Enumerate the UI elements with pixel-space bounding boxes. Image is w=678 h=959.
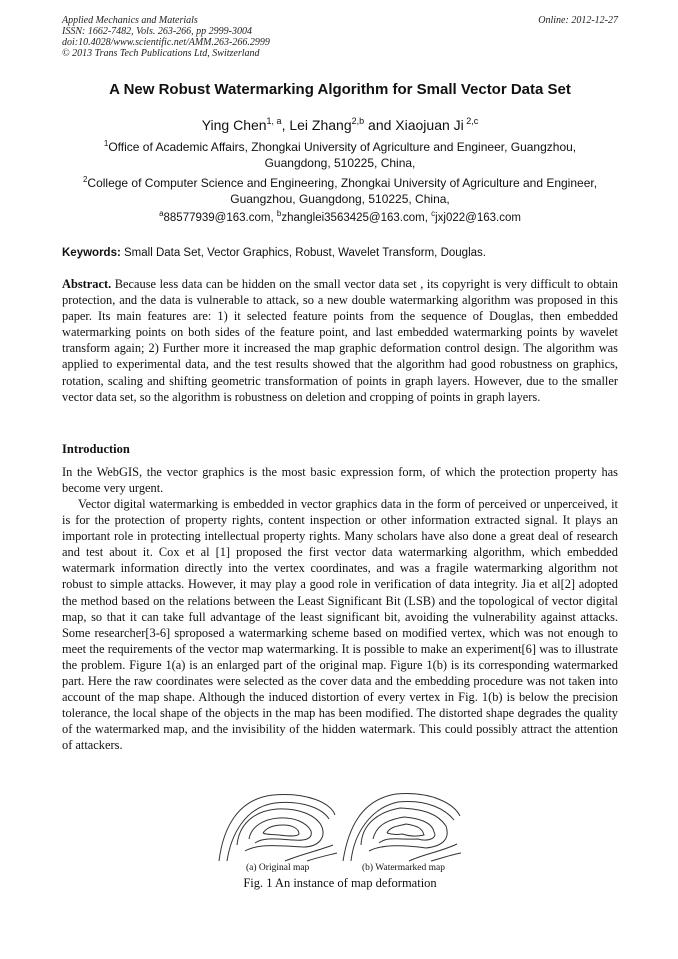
author-separator: , — [281, 117, 290, 133]
issn-line: ISSN: 1662-7482, Vols. 263-266, pp 2999-3004 — [62, 26, 252, 37]
section-heading-introduction: Introduction — [62, 442, 130, 456]
affiliation-2 — [62, 175, 618, 207]
affiliation-line: Guangzhou, Guangdong, 510225, China, — [230, 192, 450, 206]
affiliation-1 — [62, 139, 618, 171]
email-address: jxj022@163.com — [435, 212, 521, 224]
affiliation-line: Guangdong, 510225, China, — [264, 156, 416, 170]
abstract-text: Because less data can be hidden on the small vector data set , its copyright is very difficult to obtain protection, and the data is vulnerable to attack, so a new double watermarking algorithm was proposed in this paper. Its main features are: 1) it selected feature points from the sequence of Douglas, then embedded watermarking points on both sides of the feature point, and last embedded watermarking points by wavelet transform again; 2) Further more it increased the map graphic deformation control design. The algorithm was applied to experimental data, and the test results showed that the algorithm had good robustness on graphics, rotation, scaling and shifting geometric transformation of points in graph layers. However, due to the smaller vector data set, so the algorithm is robustness on deletion and cropping of points in graph layers. — [62, 277, 618, 404]
paper-title: A New Robust Watermarking Algorithm for Small Vector Data Set — [109, 81, 571, 98]
author-name: Lei Zhang — [289, 117, 352, 133]
keywords — [62, 245, 618, 261]
journal-header — [62, 15, 618, 59]
copyright-line: © 2013 Trans Tech Publications Ltd, Switzerland — [62, 48, 260, 59]
watermarked-map-image — [343, 794, 461, 861]
author-affiliation-mark: 2,c — [463, 116, 479, 126]
figure-caption: Fig. 1 An instance of map deformation — [243, 876, 437, 890]
author-separator: and — [364, 117, 396, 133]
affiliation-mark: 2 — [82, 175, 88, 184]
abstract — [62, 276, 618, 405]
online-date: Online: 2012-12-27 — [538, 15, 618, 26]
author-affiliation-mark: 1, a — [266, 116, 282, 126]
author-list — [62, 116, 618, 134]
author-affiliation-mark: 2,b — [351, 116, 365, 126]
keywords-label: Keywords: — [62, 247, 121, 259]
email-address: zhanglei3563425@163.com, — [281, 212, 432, 224]
figure-subcaption-a: (a) Original map — [246, 863, 310, 873]
figure-subcaption-b: (b) Watermarked map — [362, 863, 445, 873]
affiliation-mark: 1 — [103, 139, 109, 148]
intro-paragraph-1: In the WebGIS, the vector graphics is the most basic expression form, of which the protection property has become very urgent. — [62, 465, 618, 496]
keywords-text: Small Data Set, Vector Graphics, Robust, Wavelet Transform, Douglas. — [120, 247, 486, 259]
author-name: Xiaojuan Ji — [395, 117, 464, 133]
map-figure-image — [215, 789, 463, 863]
affiliation-line: Office of Academic Affairs, Zhongkai University of Agriculture and Engineer, Guangzhou, — [108, 140, 577, 154]
intro-paragraph-2: Vector digital watermarking is embedded in vector graphics data in the form of perceived or unperceived, it is for the protection of property rights, content inspection or other information extracted signal. It plays an important role in protecting intellectual property rights. Many scholars have also done a great deal of research and test about it. Cox et al [1] proposed the first vector data watermarking algorithm, which embedded watermark information directly into the vertex coordinates, and was a fragile watermarking algorithm not robust to simple attacks. However, it may play a good role in verification of data integrity. Jia et al[2] adopted the method based on the relations between the Least Significant Bit (LSB) and the topological of vector digital map, so that it can take full advantage of the least significant bit, avoiding the vulnerability against attacks. Some researcher[3-6] sproposed a watermarking scheme based on modified vertex, which was not enough to meet the requirements of the vector map watermarking. It is possible to make an experiment[6] was to illustrate the problem. Figure 1(a) is an enlarged part of the original map. Figure 1(b) is its corresponding watermarked part. Here the raw coordinates were selected as the cover data and the embedding procedure was not taken into account of the map shape. Although the induced distortion of every vertex in Fig. 1(b) is below the precision tolerance, the local shape of the objects in the map has been modified. The distorted shape degrades the quality of the watermarked map, and the invisibility of the hidden watermark. This could possibly attract the attention of attackers. — [62, 497, 618, 753]
doi-line: doi:10.4028/www.scientific.net/AMM.263-266.2999 — [62, 37, 270, 48]
journal-name: Applied Mechanics and Materials — [62, 15, 198, 26]
author-emails — [62, 210, 618, 226]
abstract-label: Abstract. — [62, 277, 112, 291]
email-mark: b — [276, 209, 282, 218]
affiliation-line: College of Computer Science and Engineering, Zhongkai University of Agriculture and Engineer, — [87, 176, 598, 190]
email-mark: a — [159, 209, 164, 218]
original-map-image — [219, 795, 337, 861]
email-mark: c — [431, 209, 436, 218]
author-name: Ying Chen — [201, 117, 267, 133]
email-address: 88577939@163.com, — [163, 212, 277, 224]
